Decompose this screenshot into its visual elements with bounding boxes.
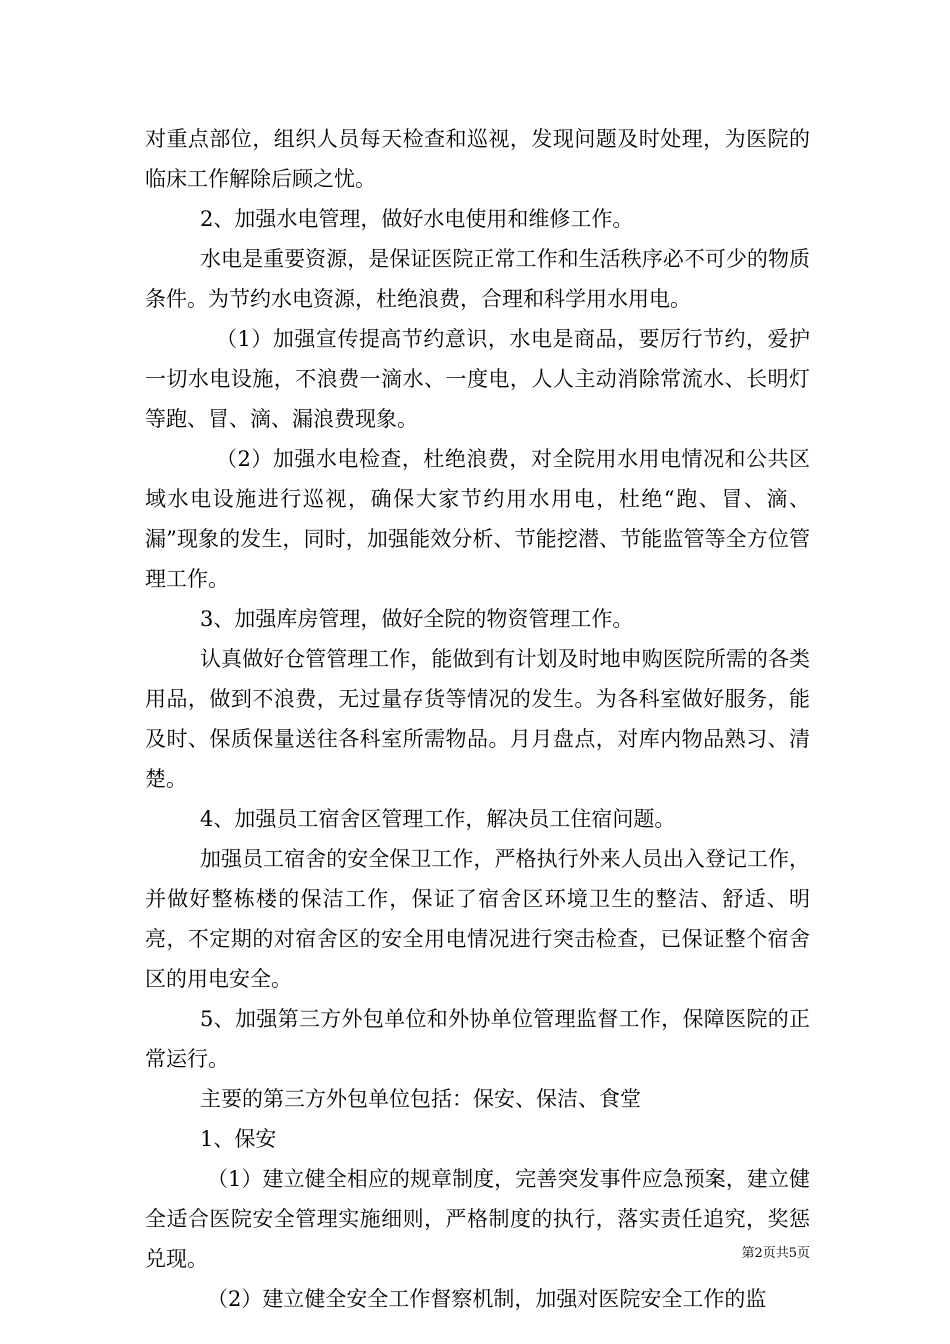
paragraph-dormitory: 加强员工宿舍的安全保卫工作，严格执行外来人员出入登记工作，并做好整栋楼的保洁工作，保证了宿舍区环境卫生的整洁、舒适、明亮，不定期的对宿舍区的安全用电情况进行突击检查，已保证整个宿舍区的用电安全。	[145, 847, 810, 991]
paragraph-continuation: 对重点部位，组织人员每天检查和巡视，发现问题及时处理，为医院的临床工作解除后顾之忧。	[145, 127, 810, 191]
paragraph-security-item-2: （2）建立健全安全工作督察机制，加强对医院安全工作的监	[207, 1287, 767, 1311]
page-number-footer: 第2页共5页	[741, 1246, 810, 1261]
section-heading-dormitory: 4、加强员工宿舍区管理工作，解决员工住宿问题。	[200, 807, 676, 831]
paragraph-item-2-inspection: （2）加强水电检查，杜绝浪费，对全院用水用电情况和公共区域水电设施进行巡视，确保大家节约用水用电，杜绝“跑、冒、滴、漏”现象的发生，同时，加强能效分析、节能挖潜、节能监管等全方位管理工作。	[145, 447, 810, 591]
subsection-heading-security: 1、保安	[200, 1127, 277, 1151]
paragraph-water-electricity: 水电是重要资源，是保证医院正常工作和生活秩序必不可少的物质条件。为节约水电资源，杜绝浪费，合理和科学用水用电。	[145, 247, 810, 311]
section-heading-outsourcing: 5、加强第三方外包单位和外协单位管理监督工作，保障医院的正常运行。	[145, 1007, 810, 1071]
paragraph-item-1-publicity: （1）加强宣传提高节约意识，水电是商品，要厉行节约，爱护一切水电设施，不浪费一滴水、一度电，人人主动消除常流水、长明灯等跑、冒、滴、漏浪费现象。	[145, 327, 810, 431]
paragraph-warehouse: 认真做好仓管管理工作，能做到有计划及时地申购医院所需的各类用品，做到不浪费，无过量存货等情况的发生。为各科室做好服务，能及时、保质保量送往各科室所需物品。月月盘点，对库内物品熟习、清楚。	[145, 647, 810, 791]
paragraph-outsourcing-units: 主要的第三方外包单位包括：保安、保洁、食堂	[200, 1087, 641, 1111]
section-heading-water-electricity: 2、加强水电管理，做好水电使用和维修工作。	[200, 207, 634, 231]
section-heading-warehouse: 3、加强库房管理，做好全院的物资管理工作。	[200, 607, 634, 631]
document-body	[145, 119, 810, 1319]
paragraph-security-item-1: （1）建立健全相应的规章制度，完善突发事件应急预案，建立健全适合医院安全管理实施细则，严格制度的执行，落实责任追究，奖惩兑现。	[145, 1167, 810, 1271]
